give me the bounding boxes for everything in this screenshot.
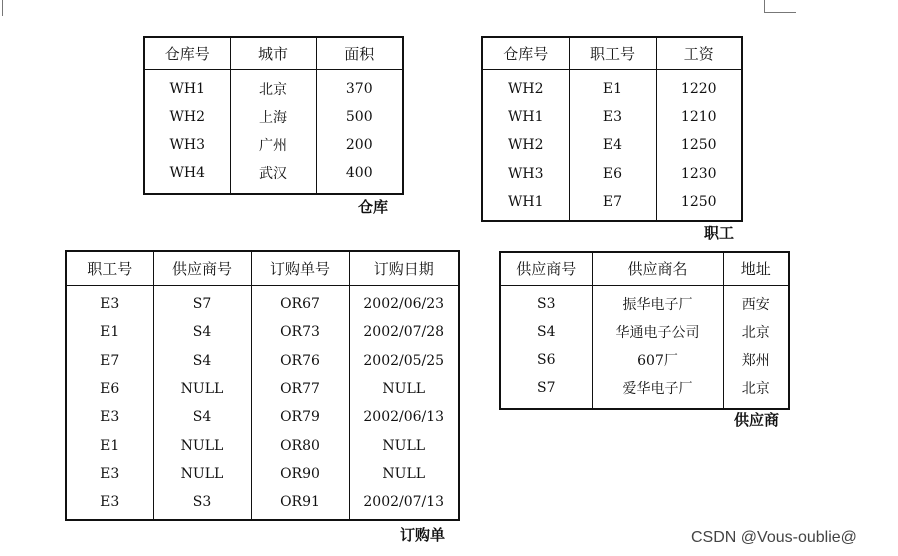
employee-table xyxy=(481,36,743,222)
employee-column-header: 工资 xyxy=(656,37,742,69)
warehouse-cell: 武汉 xyxy=(230,160,316,195)
order-cell: 2002/05/25 xyxy=(349,347,459,375)
supplier-column-header: 供应商号 xyxy=(500,252,592,285)
order-cell: NULL xyxy=(349,460,459,488)
table-row xyxy=(482,131,742,160)
supplier-cell: 振华电子厂 xyxy=(592,285,723,318)
supplier-cell: 华通电子公司 xyxy=(592,318,723,347)
order-cell: S7 xyxy=(153,285,251,318)
employee-cell: WH3 xyxy=(507,165,544,182)
table-row xyxy=(500,375,789,410)
supplier-caption: 供应商 xyxy=(734,411,780,429)
warehouse-caption: 仓库 xyxy=(358,198,389,216)
order-cell: OR73 xyxy=(251,318,349,346)
table-row xyxy=(66,375,459,403)
employee-cell: 1250 xyxy=(656,188,742,221)
table-row xyxy=(66,460,459,488)
order-cell: NULL xyxy=(349,431,459,459)
warehouse-cell: 370 xyxy=(316,69,403,103)
order-cell: S4 xyxy=(153,403,251,431)
supplier-cell: 西安 xyxy=(723,285,789,318)
order-cell: OR90 xyxy=(251,460,349,488)
table-row xyxy=(500,285,789,318)
order-cell: E3 xyxy=(100,465,120,482)
warehouse-column-header: 仓库号 xyxy=(144,37,230,69)
order-cell: NULL xyxy=(349,375,459,403)
order-cell: 2002/07/13 xyxy=(349,488,459,520)
employee-cell: E4 xyxy=(569,131,656,160)
watermark: CSDN @Vous-oublie@ xyxy=(691,529,857,546)
order-cell: NULL xyxy=(153,431,251,459)
order-cell: E3 xyxy=(100,409,120,426)
employee-cell: WH1 xyxy=(507,108,544,125)
warehouse-header-row xyxy=(144,37,403,69)
table-row xyxy=(66,318,459,346)
order-cell: E1 xyxy=(100,437,120,454)
order-cell: OR76 xyxy=(251,347,349,375)
warehouse-cell: WH3 xyxy=(169,137,205,154)
employee-cell: WH2 xyxy=(507,80,544,97)
employee-cell: E6 xyxy=(569,160,656,189)
employee-column-header: 仓库号 xyxy=(482,37,569,69)
page-corner-mark-right xyxy=(764,0,765,12)
employee-cell: E1 xyxy=(569,69,656,103)
table-row xyxy=(66,431,459,459)
supplier-cell: S4 xyxy=(537,323,556,340)
order-cell: 2002/06/23 xyxy=(349,285,459,318)
order-cell: E6 xyxy=(100,381,120,398)
supplier-cell: S3 xyxy=(537,295,556,312)
page-corner-mark-left xyxy=(2,0,3,16)
supplier-cell: 北京 xyxy=(723,318,789,347)
table-row xyxy=(66,285,459,318)
employee-header-row xyxy=(482,37,742,69)
order-header-row xyxy=(66,251,459,285)
supplier-cell: 爱华电子厂 xyxy=(592,375,723,410)
table-row xyxy=(66,347,459,375)
supplier-cell: 北京 xyxy=(723,375,789,410)
supplier-column-header: 供应商名 xyxy=(592,252,723,285)
order-cell: NULL xyxy=(153,375,251,403)
table-row xyxy=(144,131,403,160)
order-cell: OR77 xyxy=(251,375,349,403)
table-row xyxy=(500,346,789,375)
order-cell: OR80 xyxy=(251,431,349,459)
warehouse-cell: 200 xyxy=(316,131,403,160)
warehouse-cell: 400 xyxy=(316,160,403,195)
warehouse-cell: 500 xyxy=(316,103,403,132)
order-table xyxy=(65,250,460,521)
warehouse-cell: 广州 xyxy=(230,131,316,160)
order-cell: E3 xyxy=(100,493,120,510)
supplier-column-header: 地址 xyxy=(723,252,789,285)
employee-cell: E3 xyxy=(569,103,656,132)
table-row xyxy=(482,103,742,132)
order-cell: S4 xyxy=(153,347,251,375)
warehouse-cell: WH4 xyxy=(169,165,205,182)
warehouse-table xyxy=(143,36,404,195)
order-cell: S4 xyxy=(153,318,251,346)
order-cell: E3 xyxy=(100,296,120,313)
order-cell: 2002/07/28 xyxy=(349,318,459,346)
order-cell: NULL xyxy=(153,460,251,488)
employee-cell: 1210 xyxy=(656,103,742,132)
warehouse-column-header: 城市 xyxy=(230,37,316,69)
order-column-header: 供应商号 xyxy=(153,251,251,285)
warehouse-cell: 上海 xyxy=(230,103,316,132)
employee-cell: 1220 xyxy=(656,69,742,103)
order-column-header: 职工号 xyxy=(66,251,153,285)
employee-cell: WH2 xyxy=(507,137,544,154)
supplier-cell: 郑州 xyxy=(723,346,789,375)
table-row xyxy=(482,69,742,103)
table-row xyxy=(144,160,403,195)
order-cell: S3 xyxy=(153,488,251,520)
order-cell: E1 xyxy=(100,324,120,341)
supplier-table xyxy=(499,251,790,410)
employee-cell: WH1 xyxy=(507,193,544,210)
employee-caption: 职工 xyxy=(704,224,735,242)
warehouse-cell: WH2 xyxy=(169,108,205,125)
order-column-header: 订购单号 xyxy=(251,251,349,285)
table-row xyxy=(482,188,742,221)
page-corner-mark-right-horizontal xyxy=(764,12,796,13)
table-row xyxy=(66,403,459,431)
warehouse-cell: WH1 xyxy=(169,80,205,97)
order-cell: OR91 xyxy=(251,488,349,520)
table-row xyxy=(482,160,742,189)
table-row xyxy=(144,103,403,132)
order-cell: OR79 xyxy=(251,403,349,431)
employee-cell: E7 xyxy=(569,188,656,221)
table-row xyxy=(500,318,789,347)
order-column-header: 订购日期 xyxy=(349,251,459,285)
table-row xyxy=(144,69,403,103)
employee-cell: 1250 xyxy=(656,131,742,160)
supplier-cell: S6 xyxy=(537,352,556,369)
supplier-cell: S7 xyxy=(537,380,556,397)
warehouse-column-header: 面积 xyxy=(316,37,403,69)
order-caption: 订购单 xyxy=(400,526,446,544)
order-cell: 2002/06/13 xyxy=(349,403,459,431)
order-cell: E7 xyxy=(100,352,120,369)
table-row xyxy=(66,488,459,520)
order-cell: OR67 xyxy=(251,285,349,318)
employee-column-header: 职工号 xyxy=(569,37,656,69)
supplier-cell: 607厂 xyxy=(592,346,723,375)
warehouse-cell: 北京 xyxy=(230,69,316,103)
employee-cell: 1230 xyxy=(656,160,742,189)
supplier-header-row xyxy=(500,252,789,285)
